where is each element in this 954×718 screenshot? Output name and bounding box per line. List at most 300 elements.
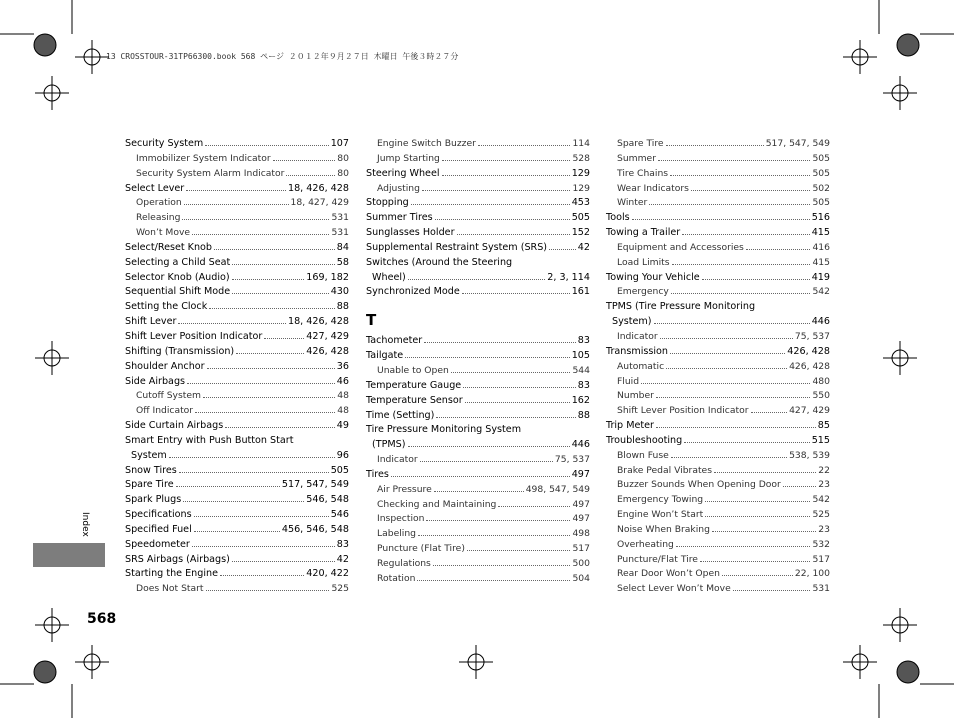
index-page-refs: 505 [812, 167, 830, 179]
index-term: Emergency Towing [617, 494, 704, 506]
index-entry [125, 331, 349, 346]
index-term: Inspection [377, 513, 425, 525]
dot-leader [420, 461, 553, 462]
dot-leader [176, 486, 280, 487]
page-number: 568 [87, 611, 117, 627]
dot-leader [670, 175, 810, 176]
index-term: Checking and Maintaining [377, 498, 497, 510]
dot-leader [682, 234, 809, 235]
index-term: Wear Indicators [617, 182, 689, 194]
index-term: Supplemental Restraint System (SRS) [366, 241, 548, 253]
index-entry [606, 227, 830, 242]
index-page-refs: 497 [572, 498, 590, 510]
dot-leader [186, 190, 286, 191]
index-subentry [606, 450, 830, 465]
dot-leader [691, 190, 811, 191]
dot-leader [705, 516, 810, 517]
index-page-refs: 75, 537 [554, 454, 590, 466]
index-page-refs: 23 [818, 479, 830, 491]
index-term: Brake Pedal Vibrates [617, 464, 712, 476]
index-tab-label: Index [80, 512, 90, 537]
index-term: Shoulder Anchor [125, 360, 205, 372]
index-subentry [606, 257, 830, 272]
index-entry [125, 524, 349, 539]
index-term: Engine Won’t Start [617, 509, 704, 521]
index-entry [366, 242, 590, 257]
index-subentry [366, 558, 590, 573]
dot-leader [442, 160, 571, 161]
index-entry [125, 509, 349, 524]
index-page-refs: 505 [330, 464, 349, 476]
index-subentry [606, 197, 830, 212]
index-page-refs: 415 [812, 256, 830, 268]
index-term: Side Curtain Airbags [125, 420, 224, 432]
index-subentry [606, 554, 830, 569]
dot-leader [286, 175, 335, 176]
dot-leader [714, 472, 816, 473]
index-page-refs: 107 [330, 138, 349, 149]
index-term: Summer Tires [366, 212, 433, 224]
dot-leader [232, 561, 335, 562]
dot-leader [192, 546, 335, 547]
index-entry [125, 316, 349, 331]
dot-leader [656, 427, 816, 428]
index-term: TPMS (Tire Pressure Monitoring [606, 301, 756, 313]
index-term: Blown Fuse [617, 449, 669, 461]
index-entry [366, 350, 590, 365]
index-term: Number [617, 390, 654, 402]
index-term: Won’t Move [136, 227, 191, 239]
dot-leader [649, 204, 810, 205]
index-entry [125, 568, 349, 583]
dot-leader [733, 590, 811, 591]
index-subentry [606, 494, 830, 509]
dot-leader [225, 427, 335, 428]
index-page-refs: 542 [812, 494, 830, 506]
index-page-refs: 18, 426, 428 [287, 316, 349, 328]
index-term: Engine Switch Buzzer [377, 138, 476, 149]
index-page-refs: 46 [336, 375, 349, 387]
dot-leader [206, 590, 330, 591]
index-entry [606, 272, 830, 287]
index-entry [125, 479, 349, 494]
index-term: Fluid [617, 375, 640, 387]
index-page-refs: 169, 182 [306, 271, 349, 283]
dot-leader [232, 264, 334, 265]
index-subentry [606, 361, 830, 376]
index-term: Emergency [617, 286, 669, 298]
dot-leader [273, 160, 336, 161]
index-term: Spare Tire [125, 479, 174, 491]
index-page-refs: 96 [336, 449, 349, 461]
dot-leader [702, 279, 810, 280]
dot-leader [783, 486, 816, 487]
index-term: Spare Tire [617, 138, 664, 149]
index-page-refs: 88 [577, 409, 590, 421]
index-entry [125, 183, 349, 198]
index-term: Noise When Braking [617, 523, 710, 535]
index-page-refs: 105 [571, 350, 590, 362]
index-entry [125, 301, 349, 316]
dot-leader [426, 520, 570, 521]
index-entry [366, 439, 590, 454]
index-term: Buzzer Sounds When Opening Door [617, 479, 781, 491]
index-section-letter: T [366, 311, 377, 330]
index-subentry [125, 197, 349, 212]
index-term: Security System [125, 138, 204, 149]
index-subentry [606, 138, 830, 153]
index-term: SRS Airbags (Airbags) [125, 553, 230, 565]
index-page-refs: 528 [572, 152, 590, 164]
index-term: Select/Reset Knob [125, 241, 213, 253]
index-page-refs: 497 [571, 468, 590, 480]
index-term: Steering Wheel [366, 167, 440, 179]
index-page-refs: 531 [331, 227, 349, 239]
index-term: Shift Lever [125, 316, 177, 328]
index-page-refs: 538, 539 [789, 449, 830, 461]
index-subentry [366, 454, 590, 469]
index-term: Jump Starting [377, 152, 440, 164]
index-page-refs: 18, 426, 428 [287, 182, 349, 194]
dot-leader [654, 323, 810, 324]
index-page-refs: 515 [811, 434, 830, 446]
index-term: Security System Alarm Indicator [136, 167, 285, 179]
dot-leader [467, 550, 571, 551]
dot-leader [236, 353, 304, 354]
index-term: Spark Plugs [125, 494, 182, 506]
index-term: Tire Chains [617, 167, 669, 179]
dot-leader [179, 472, 329, 473]
dot-leader [712, 531, 816, 532]
index-term: Cutoff System [136, 390, 201, 402]
index-page-refs: 446 [571, 439, 590, 451]
dot-leader [435, 219, 570, 220]
index-page-refs: 517 [812, 553, 830, 565]
index-page-refs: 430 [330, 286, 349, 298]
dot-leader [656, 397, 811, 398]
index-term: Towing a Trailer [606, 227, 681, 239]
index-term: Towing Your Vehicle [606, 271, 700, 283]
index-term: Select Lever Won’t Move [617, 583, 731, 595]
index-page-refs: 453 [571, 197, 590, 209]
dot-leader [187, 383, 335, 384]
dot-leader [442, 175, 570, 176]
index-subentry [366, 513, 590, 528]
index-term: Puncture/Flat Tire [617, 553, 698, 565]
index-entry [125, 494, 349, 509]
dot-leader [672, 264, 811, 265]
index-column-3 [606, 138, 830, 598]
dot-leader [422, 190, 571, 191]
index-entry [125, 242, 349, 257]
dot-leader [178, 323, 286, 324]
index-page-refs: 88 [336, 301, 349, 313]
index-subentry [606, 465, 830, 480]
index-term: Tachometer [366, 335, 423, 347]
index-entry [125, 450, 349, 465]
dot-leader [408, 279, 546, 280]
dot-leader [641, 383, 810, 384]
index-subentry [366, 573, 590, 588]
dot-leader [192, 234, 329, 235]
dot-leader [666, 145, 764, 146]
index-term: Speedometer [125, 538, 190, 550]
index-term: Switches (Around the Steering [366, 256, 513, 268]
dot-leader [549, 249, 576, 250]
dot-leader [722, 575, 793, 576]
dot-leader [203, 397, 335, 398]
index-entry [366, 380, 590, 395]
index-page-refs: 446 [811, 316, 830, 328]
dot-leader [264, 338, 304, 339]
index-column-1 [125, 138, 349, 598]
index-term: Labeling [377, 528, 416, 540]
index-term: Load Limits [617, 256, 670, 268]
index-page-refs: 544 [572, 364, 590, 376]
index-page-refs: 23 [818, 523, 830, 535]
index-page-refs: 426, 428 [789, 360, 830, 372]
index-entry [125, 554, 349, 569]
index-entry [606, 301, 830, 316]
dot-leader [433, 565, 571, 566]
index-page-refs: 2, 3, 114 [547, 271, 590, 283]
dot-leader [676, 546, 811, 547]
index-term: Adjusting [377, 182, 420, 194]
dot-leader [463, 387, 576, 388]
index-term: Temperature Gauge [366, 379, 462, 391]
index-term: Specifications [125, 509, 192, 521]
dot-leader [194, 531, 280, 532]
dot-leader [391, 476, 570, 477]
dot-leader [670, 353, 785, 354]
dot-leader [184, 204, 289, 205]
index-page-refs: 415 [811, 227, 830, 239]
index-term: System) [612, 316, 652, 328]
index-page-refs: 36 [336, 360, 349, 372]
dot-leader [751, 412, 788, 413]
dot-leader [632, 219, 810, 220]
index-subentry [366, 543, 590, 558]
index-term: Releasing [136, 212, 181, 224]
index-term: Equipment and Accessories [617, 241, 744, 253]
index-page-refs: 419 [811, 271, 830, 283]
dot-leader [457, 234, 570, 235]
dot-leader [183, 501, 304, 502]
index-page-refs: 420, 422 [306, 568, 349, 580]
index-subentry [606, 376, 830, 391]
index-term: Tire Pressure Monitoring System [366, 424, 522, 436]
index-page-refs: 505 [571, 212, 590, 224]
index-entry [125, 286, 349, 301]
index-page-refs: 480 [812, 375, 830, 387]
index-term: Transmission [606, 345, 668, 357]
index-page-refs: 550 [812, 390, 830, 402]
index-term: Stopping [366, 197, 409, 209]
dot-leader [405, 357, 570, 358]
index-term: Regulations [377, 557, 431, 569]
index-entry [125, 465, 349, 480]
index-entry [366, 257, 590, 272]
dot-leader [418, 535, 570, 536]
index-page-refs: 525 [331, 583, 349, 595]
index-page-refs: 114 [572, 138, 590, 149]
index-term: Temperature Sensor [366, 394, 463, 406]
index-term: Shift Lever Position Indicator [125, 330, 263, 342]
index-page-refs: 85 [817, 420, 830, 432]
index-term: Troubleshooting [606, 434, 683, 446]
index-subentry [606, 539, 830, 554]
dot-leader [498, 506, 570, 507]
dot-leader [436, 417, 575, 418]
index-term: Indicator [617, 330, 658, 342]
dot-leader [660, 338, 793, 339]
index-page-refs: 83 [577, 335, 590, 347]
index-entry [125, 361, 349, 376]
index-entry [125, 539, 349, 554]
index-entry [606, 346, 830, 361]
index-page-refs: 162 [571, 394, 590, 406]
index-term: Setting the Clock [125, 301, 208, 313]
index-term: Sequential Shift Mode [125, 286, 231, 298]
index-term: Wheel) [372, 271, 406, 283]
dot-leader [424, 342, 576, 343]
dot-leader [207, 368, 335, 369]
index-subentry [366, 153, 590, 168]
index-term: Trip Meter [606, 420, 654, 432]
index-page-refs: 80 [337, 152, 349, 164]
index-entry [366, 272, 590, 287]
dot-leader [182, 219, 329, 220]
index-term: Specified Fuel [125, 523, 192, 535]
dot-leader [465, 402, 570, 403]
index-term: Selecting a Child Seat [125, 256, 231, 268]
index-entry [125, 420, 349, 435]
dot-leader [684, 442, 809, 443]
index-page-refs: 42 [336, 553, 349, 565]
index-entry [366, 227, 590, 242]
index-subentry [125, 168, 349, 183]
index-term: Operation [136, 197, 182, 209]
index-term: Tires [366, 468, 389, 480]
index-page-refs: 504 [572, 572, 590, 584]
dot-leader [209, 308, 335, 309]
index-page-refs: 42 [577, 241, 590, 253]
index-page-refs: 525 [812, 509, 830, 521]
index-entry [366, 395, 590, 410]
index-entry [125, 376, 349, 391]
index-subentry [606, 568, 830, 583]
index-term: Off Indicator [136, 405, 194, 417]
index-page-refs: 498, 547, 549 [525, 483, 590, 495]
index-page-refs: 505 [812, 152, 830, 164]
index-entry [125, 272, 349, 287]
index-subentry [606, 286, 830, 301]
index-page-refs: 531 [812, 583, 830, 595]
index-term: Side Airbags [125, 375, 186, 387]
dot-leader [195, 412, 335, 413]
index-page-refs: 22 [818, 464, 830, 476]
dot-leader [666, 368, 787, 369]
index-subentry [606, 153, 830, 168]
index-page-refs: 83 [577, 379, 590, 391]
dot-leader [671, 457, 787, 458]
index-term: Winter [617, 197, 648, 209]
index-term: Summer [617, 152, 656, 164]
index-term: Time (Setting) [366, 409, 435, 421]
dot-leader [408, 446, 570, 447]
index-page-refs: 517 [572, 543, 590, 555]
index-page-refs: 427, 429 [306, 330, 349, 342]
dot-leader [169, 457, 335, 458]
index-page-refs: 18, 427, 429 [290, 197, 349, 209]
index-term: Snow Tires [125, 464, 177, 476]
index-term: Indicator [377, 454, 418, 466]
index-term: Tailgate [366, 350, 404, 362]
index-entry [366, 168, 590, 183]
index-page-refs: 497 [572, 513, 590, 525]
index-entry [366, 335, 590, 350]
index-term: Tools [606, 212, 630, 224]
dot-leader [434, 491, 524, 492]
index-page-refs: 546 [330, 509, 349, 521]
index-page-refs: 129 [571, 167, 590, 179]
index-page-refs: 75, 537 [794, 330, 830, 342]
index-page-refs: 58 [336, 256, 349, 268]
index-page-refs: 456, 546, 548 [281, 523, 349, 535]
index-term: Does Not Start [136, 583, 204, 595]
index-page-refs: 49 [336, 420, 349, 432]
index-entry [606, 420, 830, 435]
index-subentry [125, 153, 349, 168]
index-entry [125, 138, 349, 153]
index-entry [366, 197, 590, 212]
index-term: Select Lever [125, 182, 185, 194]
print-header: 13 CROSSTOUR-31TP66300.book 568 ページ ２０１２年９月２７日 木曜日 午後３時２７分 [106, 52, 459, 61]
index-page-refs: 161 [571, 286, 590, 298]
dot-leader [220, 575, 304, 576]
index-entry [125, 346, 349, 361]
index-subentry [606, 583, 830, 598]
index-page-refs: 22, 100 [794, 568, 830, 580]
index-term: Rear Door Won’t Open [617, 568, 720, 580]
index-term: Smart Entry with Push Button Start [125, 434, 294, 446]
index-subentry [125, 227, 349, 242]
index-entry [366, 212, 590, 227]
index-term: Rotation [377, 572, 416, 584]
index-subentry [366, 528, 590, 543]
index-subentry [125, 405, 349, 420]
index-page-refs: 426, 428 [787, 345, 830, 357]
index-term: Shifting (Transmission) [125, 345, 235, 357]
index-page-refs: 80 [337, 167, 349, 179]
index-subentry [125, 583, 349, 598]
index-term: Shift Lever Position Indicator [617, 405, 749, 417]
index-term: Overheating [617, 538, 674, 550]
dot-leader [205, 145, 328, 146]
index-subentry [125, 212, 349, 227]
index-term: Immobilizer System Indicator [136, 152, 271, 164]
dot-leader [462, 293, 570, 294]
index-entry [125, 257, 349, 272]
index-subentry [606, 509, 830, 524]
index-page-refs: 416 [812, 241, 830, 253]
index-term: Automatic [617, 360, 665, 372]
index-page-refs: 517, 547, 549 [765, 138, 830, 149]
index-page-refs: 500 [572, 557, 590, 569]
index-entry [366, 469, 590, 484]
index-page-refs: 129 [572, 182, 590, 194]
index-entry [125, 435, 349, 450]
